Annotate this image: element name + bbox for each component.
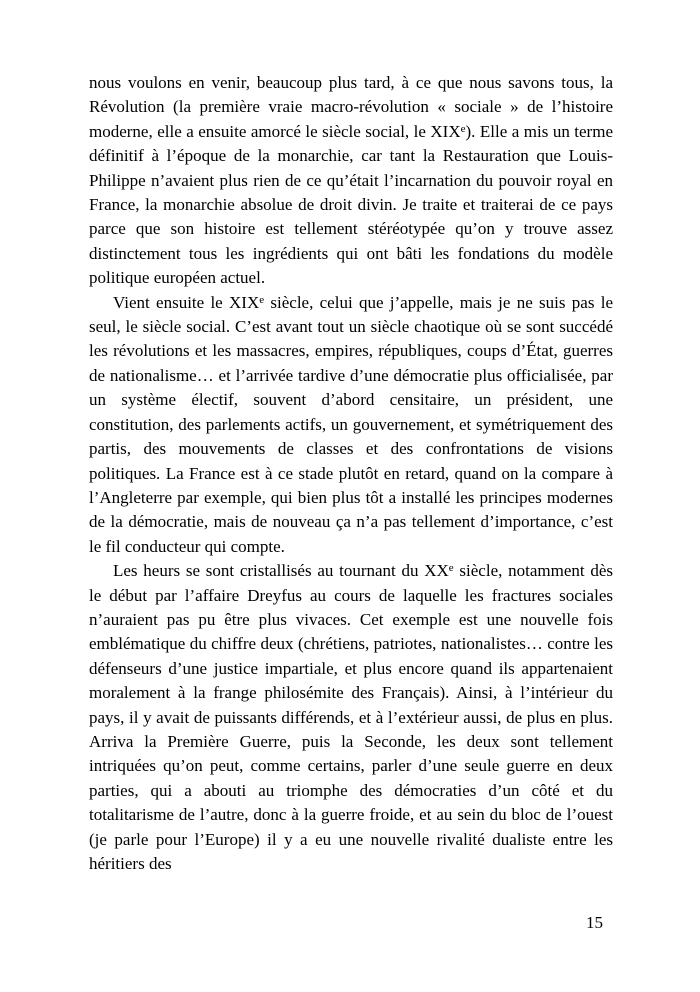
superscript-text: e xyxy=(448,562,454,575)
body-text: siècle, celui que j’appelle, mais je ne suis pas le seul, le siècle social. C’est avant tout un siècle chaotique où se sont succédé les révolutions et les massacres, empires, républiques, coups d’État, guerres de nationalisme… et l’arrivée tardive d’une démocratie plus officialisée, par un système électif, souvent d’abord censitaire, un président, une constitution, des parlements actifs, un gouvernement, et symétriquement des partis, des mouvements de classes et des confrontations de visions politiques. La France est à ce stade plutôt en retard, quand on la compare à l’Angleterre par exemple, qui bien plus tôt a installé les principes modernes de la démocratie, mais de nouveau ça n’a pas tellement d’importance, c’est le fil conducteur qui compte. xyxy=(89,292,613,556)
body-text: Les heurs se sont cristallisés au tournant du XX xyxy=(113,561,449,581)
page-number: 15 xyxy=(586,913,603,932)
body-text: Vient ensuite le XIX xyxy=(113,292,260,312)
superscript-text: e xyxy=(460,122,466,135)
paragraph xyxy=(89,291,613,559)
paragraph xyxy=(89,71,613,291)
body-text: ). Elle a mis un terme définitif à l’époque de la monarchie, car tant la Restauration que Louis-Philippe n’avaient plus rien de ce qu’était l’incarnation du pouvoir royal en France, la monarchie absolue de droit divin. Je traite et traiterai de ce pays parce que son histoire est tellement stéréotypée qu’on y trouve assez distinctement tous les ingrédients qui ont bâti les fondations du modèle politique européen actuel. xyxy=(89,121,613,288)
body-text: siècle, notamment dès le début par l’affaire Dreyfus au cours de laquelle les fractures sociales n’auraient pas pu être plus vivaces. Cet exemple est une nouvelle fois emblématique du chiffre deux (chrétiens, patriotes, nationalistes… contre les défenseurs d’une justice impartiale, et plus encore quand ils appartenaient moralement à la frange philosémite des Français). Ainsi, à l’intérieur du pays, il y avait de puissants différends, et à l’extérieur aussi, de plus en plus. Arriva la Première Guerre, puis la Seconde, les deux sont tellement intriquées qu’on peut, comme certains, parler d’une seule guerre en deux parties, qui a abouti au triomphe des démocraties d’un côté et du totalitarisme de l’autre, donc à la guerre froide, et au sein du bloc de l’ouest (je parle pour l’Europe) il y a eu une nouvelle rivalité dualiste entre les héritiers des xyxy=(89,561,613,873)
superscript-text: e xyxy=(259,293,265,306)
page-text xyxy=(89,71,613,876)
body-text: nous voulons en venir, beaucoup plus tard, à ce que nous savons tous, la Révolution (la première vraie macro-révolution « sociale » de l’histoire moderne, elle a ensuite amorcé le siècle social, le XIX xyxy=(89,73,613,141)
paragraph xyxy=(89,559,613,876)
